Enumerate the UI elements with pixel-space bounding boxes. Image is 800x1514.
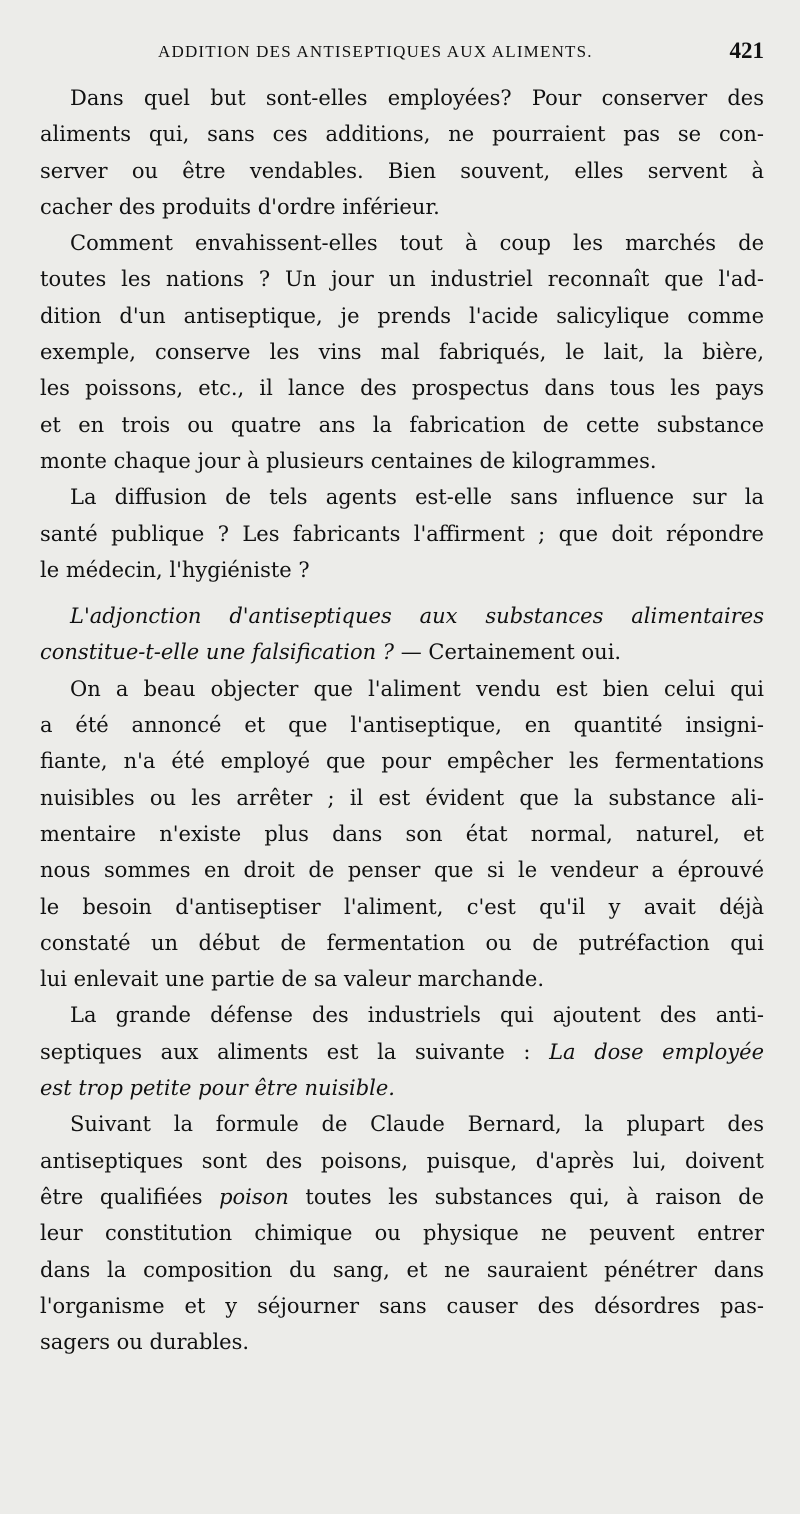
text-line: aliments qui, sans ces additions, ne pourraient pas se con-	[40, 122, 764, 147]
text-line: On a beau objecter que l'aliment vendu est bien celui qui	[70, 676, 764, 701]
text-fragment: être qualifiées	[40, 1184, 220, 1209]
text-line: le besoin d'antiseptiser l'aliment, c'est qu'il y avait déjà	[40, 894, 764, 919]
text-line: mentaire n'existe plus dans son état normal, naturel, et	[40, 821, 764, 846]
text-line: santé publique ? Les fabricants l'affirment ; que doit répondre	[40, 521, 764, 546]
text-line: L'adjonction d'antiseptiques aux substances alimentaires	[70, 604, 764, 629]
text-line: antiseptiques sont des poisons, puisque, d'après lui, doivent	[40, 1148, 764, 1173]
text-line: dition d'un antiseptique, je prends l'acide salicylique comme	[40, 303, 764, 328]
italic-word: poison	[219, 1184, 289, 1209]
text-line	[40, 634, 764, 670]
text-line: La diffusion de tels agents est-elle sans influence sur la	[70, 485, 764, 510]
text-fragment: septiques aux aliments est la suivante :	[40, 1039, 550, 1064]
text-line: monte chaque jour à plusieurs centaines de kilogrammes.	[40, 448, 657, 473]
text-line: lui enlevait une partie de sa valeur marchande.	[40, 967, 544, 992]
text-line: toutes les nations ? Un jour un industriel reconnaît que l'ad-	[40, 267, 764, 292]
text-line: sagers ou durables.	[40, 1330, 250, 1355]
text-line: nuisibles ou les arrêter ; il est évident que la substance ali-	[40, 785, 764, 810]
text-line: l'organisme et y séjourner sans causer des désordres pas-	[40, 1293, 764, 1318]
text-line: cacher des produits d'ordre inférieur.	[40, 194, 440, 219]
page-number: 421	[729, 38, 764, 63]
text-fragment: — Certainement oui.	[394, 640, 622, 665]
text-line: exemple, conserve les vins mal fabriqués, le lait, la bière,	[40, 340, 764, 365]
text-line: et en trois ou quatre ans la fabrication de cette substance	[40, 412, 764, 437]
text-line: constaté un début de fermentation ou de putréfaction qui	[40, 930, 764, 955]
text-line: dans la composition du sang, et ne sauraient pénétrer dans	[40, 1257, 764, 1282]
text-line: leur constitution chimique ou physique ne peuvent entrer	[40, 1221, 764, 1246]
italic-phrase: La dose employée	[549, 1039, 765, 1064]
text-line: Suivant la formule de Claude Bernard, la plupart des	[70, 1112, 764, 1137]
body-text	[40, 80, 764, 1360]
text-line: Comment envahissent-elles tout à coup les marchés de	[70, 231, 764, 256]
text-line	[40, 1179, 764, 1215]
text-line: La grande défense des industriels qui ajoutent des anti-	[70, 1003, 764, 1028]
text-line: les poissons, etc., il lance des prospectus dans tous les pays	[40, 376, 764, 401]
running-title: ADDITION DES ANTISEPTIQUES AUX ALIMENTS.	[158, 42, 593, 61]
text-line	[40, 1034, 764, 1070]
running-head	[40, 38, 764, 72]
italic-phrase: constitue-t-elle une falsification ?	[40, 640, 395, 665]
text-line: server ou être vendables. Bien souvent, elles servent à	[40, 158, 764, 183]
text-line: a été annoncé et que l'antiseptique, en quantité insigni-	[40, 713, 764, 738]
text-line: le médecin, l'hygiéniste ?	[40, 557, 310, 582]
text-line: fiante, n'a été employé que pour empêcher les fermentations	[40, 749, 764, 774]
text-fragment: toutes les substances qui, à raison de	[288, 1184, 764, 1209]
text-line: Dans quel but sont-elles employées? Pour conserver des	[70, 86, 764, 110]
text-line: est trop petite pour être nuisible.	[40, 1076, 395, 1101]
text-line: nous sommes en droit de penser que si le vendeur a éprouvé	[40, 858, 764, 883]
